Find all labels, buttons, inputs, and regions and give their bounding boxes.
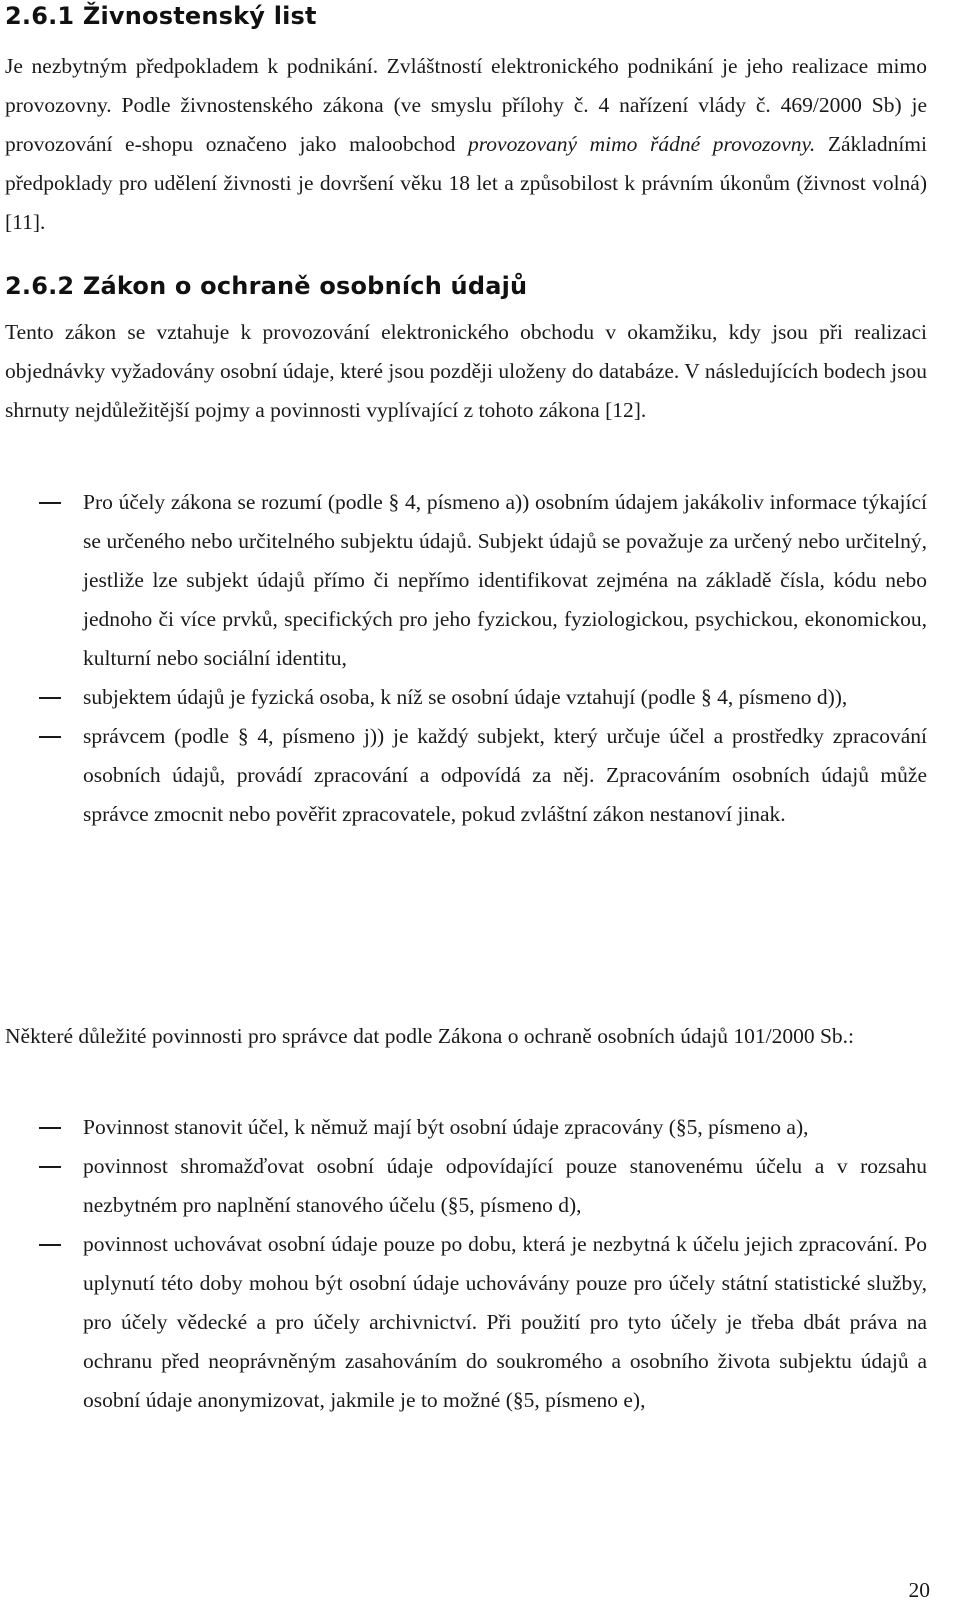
section-heading-ochrana-udaju: 2.6.2 Zákon o ochraně osobních údajů xyxy=(5,272,528,300)
paragraph-text: Základními předpoklady pro udělení živnosti je dovršení věku 18 let a způsobilost k právním úkonům (živnost volná) [11]. xyxy=(5,132,927,234)
list-item: Povinnost stanovit účel, k němuž mají být osobní údaje zpracovány (§5, písmeno a), xyxy=(5,1108,927,1147)
section-ochrana-udaju-intro xyxy=(5,313,927,430)
list-item: správcem (podle § 4, písmeno j)) je každý subjekt, který určuje účel a prostředky zpracování osobních údajů, provádí zpracování a odpovídá za něj. Zpracováním osobních údajů může správce zmocnit nebo pověřit zpracovatele, pokud zvláštní zákon nestanoví jinak. xyxy=(5,717,927,834)
list-item: povinnost uchovávat osobní údaje pouze po dobu, která je nezbytná k účelu jejich zpracování. Po uplynutí této doby mohou být osobní údaje uchovávány pouze pro účely státní statistické služby, pro účely vědecké a pro účely archivnictví. Při použití pro tyto účely je třeba dbát práva na ochranu před neoprávněným zasahováním do soukromého a osobního života subjektu údajů a osobní údaje anonymizovat, jakmile je to možné (§5, písmeno e), xyxy=(5,1225,927,1420)
dash-bullet-icon xyxy=(39,1127,61,1129)
list-item: povinnost shromažďovat osobní údaje odpovídající pouze stanovenému účelu a v rozsahu nezbytném pro naplnění stanového účelu (§5, písmeno d), xyxy=(5,1147,927,1225)
paragraph-text: Některé důležité povinnosti pro správce dat podle Zákona o ochraně osobních údajů 101/2000 Sb.: xyxy=(5,1024,855,1048)
dash-bullet-icon xyxy=(39,736,61,738)
paragraph-text: Tento zákon se vztahuje k provozování elektronického obchodu v okamžiku, kdy jsou při realizaci objednávky vyžadovány osobní údaje, které jsou později uloženy do databáze. V následujících bodech jsou shrnuty nejdůležitější pojmy a povinnosti vyplívající z tohoto zákona [12]. xyxy=(5,320,927,422)
dash-bullet-icon xyxy=(39,697,61,699)
page-number: 20 xyxy=(908,1578,930,1602)
obligations-list xyxy=(5,1108,927,1420)
section-heading-zivnostensky-list: 2.6.1 Živnostenský list xyxy=(5,2,317,30)
definitions-list xyxy=(5,483,927,834)
list-item: subjektem údajů je fyzická osoba, k níž se osobní údaje vztahují (podle § 4, písmeno d)), xyxy=(5,678,927,717)
dash-bullet-icon xyxy=(39,502,61,504)
list-item: Pro účely zákona se rozumí (podle § 4, písmeno a)) osobním údajem jakákoliv informace týkající se určeného nebo určitelného subjektu údajů. Subjekt údajů se považuje za určený nebo určitelný, jestliže lze subjekt údajů přímo či nepřímo identifikovat zejména na základě čísla, kódu nebo jednoho či více prvků, specifických pro jeho fyzickou, fyziologickou, psychickou, ekonomickou, kulturní nebo sociální identitu, xyxy=(5,483,927,678)
paragraph-text: Je nezbytným předpokladem k podnikání. Zvláštností elektronického podnikání je jeho realizace mimo provozovny. Podle živnostenského zákona (ve smyslu přílohy č. 4 nařízení vlády č. 469/2000 Sb) je provozování e-shopu označeno jako maloobchod xyxy=(5,54,927,156)
dash-bullet-icon xyxy=(39,1244,61,1246)
dash-bullet-icon xyxy=(39,1166,61,1168)
section-zivnostensky-list-paragraph xyxy=(5,47,927,242)
italic-text: provozovaný mimo řádné provozovny. xyxy=(467,132,816,156)
obligations-intro xyxy=(5,1017,927,1056)
